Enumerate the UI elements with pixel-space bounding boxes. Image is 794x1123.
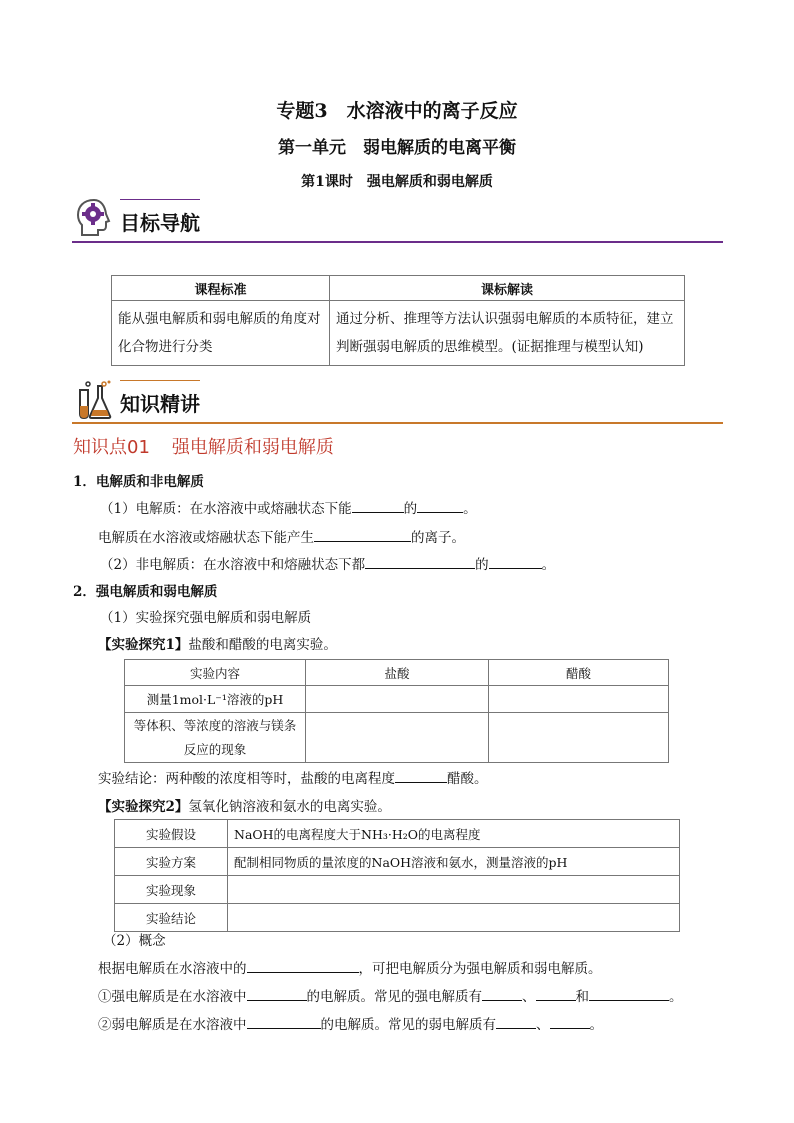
text: ，可把电解质分为强电解质和弱电解质。 <box>358 961 602 977</box>
text: 。 <box>669 989 683 1005</box>
text: 电解质在水溶液或熔融状态下能产生 <box>98 530 314 546</box>
table-cell[interactable] <box>228 876 680 904</box>
table-cell: 等体积、等浓度的溶液与镁条反应的现象 <box>125 713 306 763</box>
goal-section-label: 目标导航 <box>120 211 200 235</box>
knowledge-point-title <box>73 433 356 459</box>
table-cell: 能从强电解质和弱电解质的角度对化合物进行分类 <box>112 301 330 366</box>
knowledge-section-label: 知识精讲 <box>120 392 200 416</box>
text: ②弱电解质是在水溶液中 <box>98 1017 247 1033</box>
table-header: 实验内容 <box>125 660 306 686</box>
text: 实验结论：两种酸的浓度相等时，盐酸的电离程度 <box>98 771 395 787</box>
knowledge-point-name: 强电解质和弱电解质 <box>171 437 334 458</box>
text: 醋酸。 <box>447 771 488 787</box>
experiment2-table <box>114 819 680 932</box>
text: 、 <box>522 989 536 1005</box>
blank <box>365 554 475 569</box>
text: 的电解质。常见的弱电解质有 <box>320 1017 496 1033</box>
line-weak <box>98 1013 603 1033</box>
heading-2: 2．强电解质和弱电解质 <box>73 584 218 600</box>
text: （2）非电解质：在水溶液中和熔融状态下都 <box>100 557 366 573</box>
text: 根据电解质在水溶液中的 <box>98 961 247 977</box>
table-cell[interactable] <box>489 713 669 763</box>
table-cell[interactable] <box>306 686 489 713</box>
lesson-title: 第1课时 强电解质和弱电解质 <box>301 174 493 190</box>
text: ①强电解质是在水溶液中 <box>98 989 247 1005</box>
line-electrolyte <box>100 497 477 517</box>
text: 的 <box>403 501 418 517</box>
standards-table <box>111 275 685 366</box>
text: 的电解质。常见的强电解质有 <box>306 989 482 1005</box>
text: 的 <box>475 557 489 573</box>
exp1-title <box>98 633 337 653</box>
heading-1: 1．电解质和非电解质 <box>73 474 204 490</box>
blank <box>482 986 522 1001</box>
head-gears-icon <box>74 197 114 239</box>
text: 【实验探究2】 <box>98 799 189 815</box>
exp2-title <box>98 795 391 815</box>
blank <box>589 986 669 1001</box>
flask-icon <box>74 378 114 420</box>
blank <box>247 1014 321 1029</box>
knowledge-section-header <box>72 378 723 424</box>
table-key: 实验结论 <box>115 904 228 932</box>
blank <box>247 958 359 973</box>
goal-section-header <box>72 197 723 243</box>
table-key: 实验现象 <box>115 876 228 904</box>
doc-title: 专题3 水溶液中的离子反应 <box>276 100 518 122</box>
text: 、 <box>536 1017 550 1033</box>
text: 。 <box>463 501 477 517</box>
table-key: 实验方案 <box>115 848 228 876</box>
text: （1）电解质：在水溶液中或熔融状态下能 <box>100 501 352 517</box>
table-cell[interactable] <box>228 904 680 932</box>
knowledge-point-number: 知识点01 <box>73 437 150 458</box>
text: 的离子。 <box>411 530 465 546</box>
table-header: 课程标准 <box>112 276 330 301</box>
table-header: 盐酸 <box>306 660 489 686</box>
experiment1-table <box>124 659 669 763</box>
line-exp-intro: （1）实验探究强电解质和弱电解质 <box>100 610 312 626</box>
text: 盐酸和醋酸的电离实验。 <box>188 637 337 653</box>
table-header: 课标解读 <box>330 276 685 301</box>
text: 和 <box>575 989 589 1005</box>
table-cell: 测量1mol·L⁻¹溶液的pH <box>125 686 306 713</box>
table-key: 实验假设 <box>115 820 228 848</box>
text: 。 <box>541 557 556 573</box>
table-cell: NaOH的电离程度大于NH₃·H₂O的电离程度 <box>228 820 680 848</box>
blank <box>489 554 542 569</box>
line-classify <box>98 957 602 977</box>
blank <box>395 768 447 783</box>
exp1-conclusion <box>98 767 488 787</box>
blank <box>314 527 411 542</box>
doc-subtitle: 第一单元 弱电解质的电离平衡 <box>278 138 516 158</box>
text: 【实验探究1】 <box>98 637 189 653</box>
blank <box>536 986 576 1001</box>
table-cell[interactable] <box>489 686 669 713</box>
blank <box>417 498 463 513</box>
blank <box>550 1014 590 1029</box>
table-cell: 配制相同物质的量浓度的NaOH溶液和氨水，测量溶液的pH <box>228 848 680 876</box>
table-cell: 通过分析、推理等方法认识强弱电解质的本质特征，建立判断强弱电解质的思维模型。(证据推理与模型认知) <box>330 301 685 366</box>
blank <box>352 498 404 513</box>
blank <box>247 986 307 1001</box>
text: 氢氧化钠溶液和氨水的电离实验。 <box>188 799 391 815</box>
line-nonelectrolyte <box>100 553 555 573</box>
line-concept: （2）概念 <box>103 933 166 949</box>
text: 。 <box>589 1017 603 1033</box>
blank <box>496 1014 536 1029</box>
table-cell[interactable] <box>306 713 489 763</box>
table-header: 醋酸 <box>489 660 669 686</box>
line-strong <box>98 985 683 1005</box>
line-ions <box>98 526 465 546</box>
